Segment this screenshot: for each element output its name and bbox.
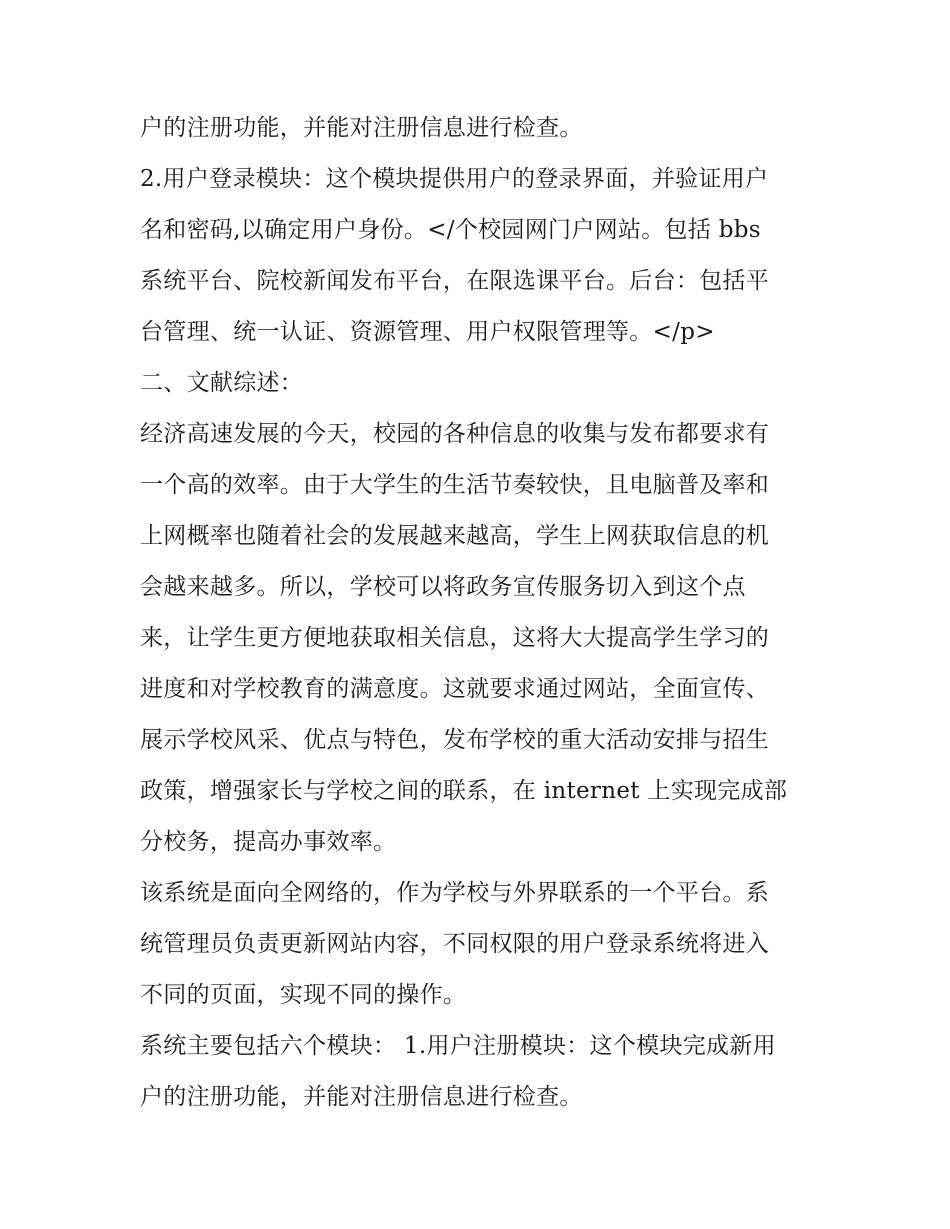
- text-line: 经济高速发展的今天，校园的各种信息的收集与发布都要求有: [140, 421, 770, 447]
- text-line: 台管理、统一认证、资源管理、用户权限管理等。</p>: [140, 319, 715, 345]
- text-line: 名和密码,以确定用户身份。</个校园网门户网站。包括 bbs: [140, 217, 761, 243]
- text-line: 政策，增强家长与学校之间的联系，在 internet 上实现完成部: [140, 778, 788, 804]
- text-line: 展示学校风采、优点与特色，发布学校的重大活动安排与招生: [140, 727, 770, 753]
- text-line: 来，让学生更方便地获取相关信息，这将大大提高学生学习的: [140, 625, 770, 651]
- text-line: 该系统是面向全网络的，作为学校与外界联系的一个平台。系: [140, 880, 770, 906]
- text-line: 上网概率也随着社会的发展越来越高，学生上网获取信息的机: [140, 523, 770, 549]
- section-heading: 二、文献综述：: [140, 370, 304, 396]
- text-line: 统管理员负责更新网站内容，不同权限的用户登录系统将进入: [140, 931, 770, 957]
- text-line: 户的注册功能，并能对注册信息进行检查。: [140, 115, 583, 141]
- text-line: 系统平台、院校新闻发布平台，在限选课平台。后台：包括平: [140, 268, 770, 294]
- text-line: 户的注册功能，并能对注册信息进行检查。: [140, 1084, 583, 1110]
- text-line: 一个高的效率。由于大学生的生活节奏较快，且电脑普及率和: [140, 472, 770, 498]
- text-line: 系统主要包括六个模块： 1.用户注册模块：这个模块完成新用: [140, 1033, 776, 1059]
- text-line: 进度和对学校教育的满意度。这就要求通过网站，全面宣传、: [140, 676, 770, 702]
- text-line: 2.用户登录模块：这个模块提供用户的登录界面，并验证用户: [140, 166, 769, 192]
- document-body: [140, 103, 820, 1123]
- text-line: 会越来越多。所以，学校可以将政务宣传服务切入到这个点: [140, 574, 746, 600]
- text-line: 分校务，提高办事效率。: [140, 829, 397, 855]
- text-line: 不同的页面，实现不同的操作。: [140, 982, 467, 1008]
